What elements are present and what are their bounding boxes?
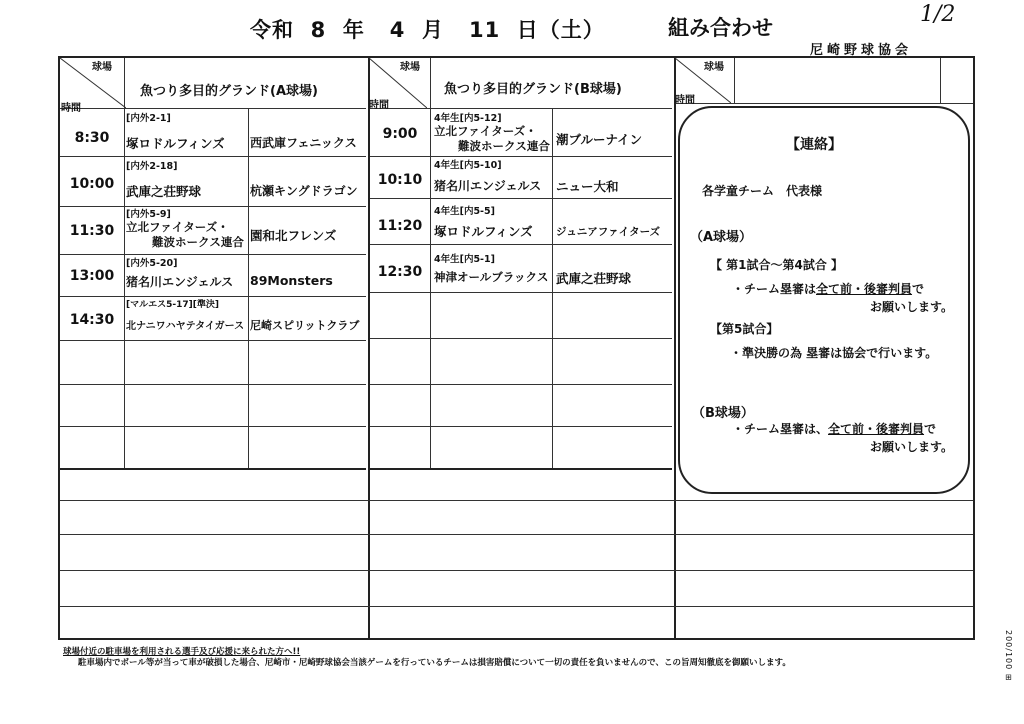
row-rule bbox=[60, 534, 973, 535]
team-name: 西武庫フェニックス bbox=[250, 136, 357, 150]
parking-notice-body: 駐車場内でボール等が当って車が破損した場合、尼崎市・尼崎野球協会当該ゲームを行っているチームは損害賠償について一切の責任を負いませんので、この旨周知徹底を御願いします。 bbox=[78, 658, 791, 668]
game-time: 13:00 bbox=[69, 268, 115, 284]
game-time: 9:00 bbox=[382, 126, 418, 142]
game-tag: 4年生[内5-5] bbox=[434, 206, 495, 217]
page-number: 1/2 bbox=[920, 2, 956, 27]
team-name: 猪名川エンジェルス bbox=[126, 275, 234, 289]
row-rule bbox=[60, 340, 366, 341]
game-time: 10:00 bbox=[69, 176, 115, 192]
game-tag: 4年生[内5-1] bbox=[434, 254, 495, 265]
game-time: 10:10 bbox=[377, 172, 423, 188]
corner-label-time: 時間 bbox=[369, 100, 389, 111]
team-name: 尼崎スピリットクラブ bbox=[250, 319, 360, 332]
team-name: ニュー大和 bbox=[556, 179, 619, 194]
team-name: 猪名川エンジェルス bbox=[434, 179, 542, 193]
team-name: 立北ファイターズ・ bbox=[434, 124, 537, 138]
venue-a-umpire-notice: ・チーム塁審は全て前・後審判員で bbox=[732, 282, 925, 296]
notice-title: 【連絡】 bbox=[786, 137, 842, 153]
team-name: 立北ファイターズ・ bbox=[126, 220, 229, 234]
game-tag: [内外2-18] bbox=[126, 161, 178, 172]
game-time: 11:20 bbox=[377, 218, 423, 234]
team-name: ジュニアファイターズ bbox=[556, 226, 661, 238]
game-tag: [内外2-1] bbox=[126, 113, 171, 124]
team-name: 難波ホークス連合 bbox=[152, 235, 244, 249]
parking-notice-heading: 球場付近の駐車場を利用される選手及び応援に来られた方へ!! bbox=[63, 647, 301, 657]
team-name: 武庫之荘野球 bbox=[126, 184, 202, 199]
venue-b-notice-heading: （B球場） bbox=[692, 406, 754, 421]
col-rule bbox=[248, 108, 249, 468]
col-rule bbox=[734, 58, 735, 103]
game-time: 12:30 bbox=[377, 264, 423, 280]
team-name: 武庫之荘野球 bbox=[556, 271, 632, 286]
team-name: 潮ブルーナイン bbox=[556, 132, 643, 147]
row-rule bbox=[60, 468, 366, 470]
game-time: 14:30 bbox=[69, 312, 115, 328]
corner-label-place: 球場 bbox=[704, 62, 724, 73]
venue-a-heading: 魚つり多目的グランド(A球場) bbox=[140, 84, 318, 99]
col-rule bbox=[430, 58, 431, 468]
row-rule bbox=[60, 156, 366, 157]
row-rule bbox=[370, 156, 672, 157]
venue-a-semifinal-notice: ・準決勝の為 塁審は協会で行います。 bbox=[730, 346, 938, 360]
game-tag: 4年生[内5-10] bbox=[434, 160, 502, 171]
row-rule bbox=[370, 198, 672, 199]
row-rule bbox=[60, 426, 366, 427]
game-time: 8:30 bbox=[74, 130, 110, 146]
team-name: 園和北フレンズ bbox=[250, 228, 337, 243]
corner-label-place: 球場 bbox=[92, 62, 112, 73]
venue-b-umpire-notice: ・チーム塁審は、全て前・後審判員で bbox=[732, 422, 937, 436]
team-name: 89Monsters bbox=[250, 273, 333, 288]
venue-a-games-label: 【 第1試合～第4試合 】 bbox=[710, 258, 844, 272]
row-rule bbox=[370, 468, 672, 470]
game-tag: [内外5-20] bbox=[126, 258, 178, 269]
corner-label-time: 時間 bbox=[61, 103, 81, 114]
date-heading: 令和 8 年 4 月 11 日（土） bbox=[250, 18, 605, 42]
document-title: 組み合わせ bbox=[668, 16, 773, 40]
divider-a-b bbox=[368, 58, 370, 638]
team-name: 北ナニワハヤテタイガース bbox=[126, 321, 245, 332]
row-rule bbox=[370, 244, 672, 245]
venue-a-notice-heading: （A球場） bbox=[690, 230, 753, 245]
row-rule bbox=[60, 254, 366, 255]
row-rule bbox=[60, 606, 973, 607]
team-name: 難波ホークス連合 bbox=[458, 139, 550, 153]
organization-name: 尼崎野球協会 bbox=[810, 43, 913, 58]
game-tag: [マルエス5-17][準決] bbox=[126, 300, 219, 310]
venue-a-game5-label: 【第5試合】 bbox=[710, 322, 779, 336]
header-rule-c bbox=[676, 103, 973, 104]
team-name: 杭瀬キングドラゴン bbox=[250, 184, 358, 198]
venue-b-request-text: お願いします。 bbox=[870, 440, 954, 454]
game-tag: [内外5-9] bbox=[126, 209, 171, 220]
row-rule bbox=[370, 338, 672, 339]
row-rule bbox=[370, 426, 672, 427]
row-rule bbox=[60, 500, 973, 501]
row-rule bbox=[60, 384, 366, 385]
team-name: 神津オールブラックス bbox=[434, 270, 549, 284]
game-tag: 4年生[内5-12] bbox=[434, 113, 502, 124]
venue-b-heading: 魚つり多目的グランド(B球場) bbox=[444, 82, 622, 97]
corner-label-time: 時間 bbox=[675, 95, 695, 106]
header-rule-a bbox=[60, 108, 366, 109]
row-rule bbox=[60, 570, 973, 571]
game-time: 11:30 bbox=[69, 223, 115, 239]
team-name: 塚ロドルフィンズ bbox=[434, 224, 533, 239]
col-rule bbox=[552, 108, 553, 468]
venue-a-request-text: お願いします。 bbox=[870, 300, 954, 314]
row-rule bbox=[370, 292, 672, 293]
margin-code: 200/100 ⊞ bbox=[1004, 630, 1013, 682]
team-name: 塚ロドルフィンズ bbox=[126, 136, 225, 151]
corner-label-place: 球場 bbox=[400, 62, 420, 73]
col-rule bbox=[940, 58, 941, 103]
notice-addressee: 各学童チーム 代表様 bbox=[702, 184, 823, 198]
header-rule-b bbox=[370, 108, 672, 109]
row-rule bbox=[60, 206, 366, 207]
row-rule bbox=[370, 384, 672, 385]
col-rule bbox=[124, 58, 125, 468]
divider-b-notes bbox=[674, 58, 676, 638]
